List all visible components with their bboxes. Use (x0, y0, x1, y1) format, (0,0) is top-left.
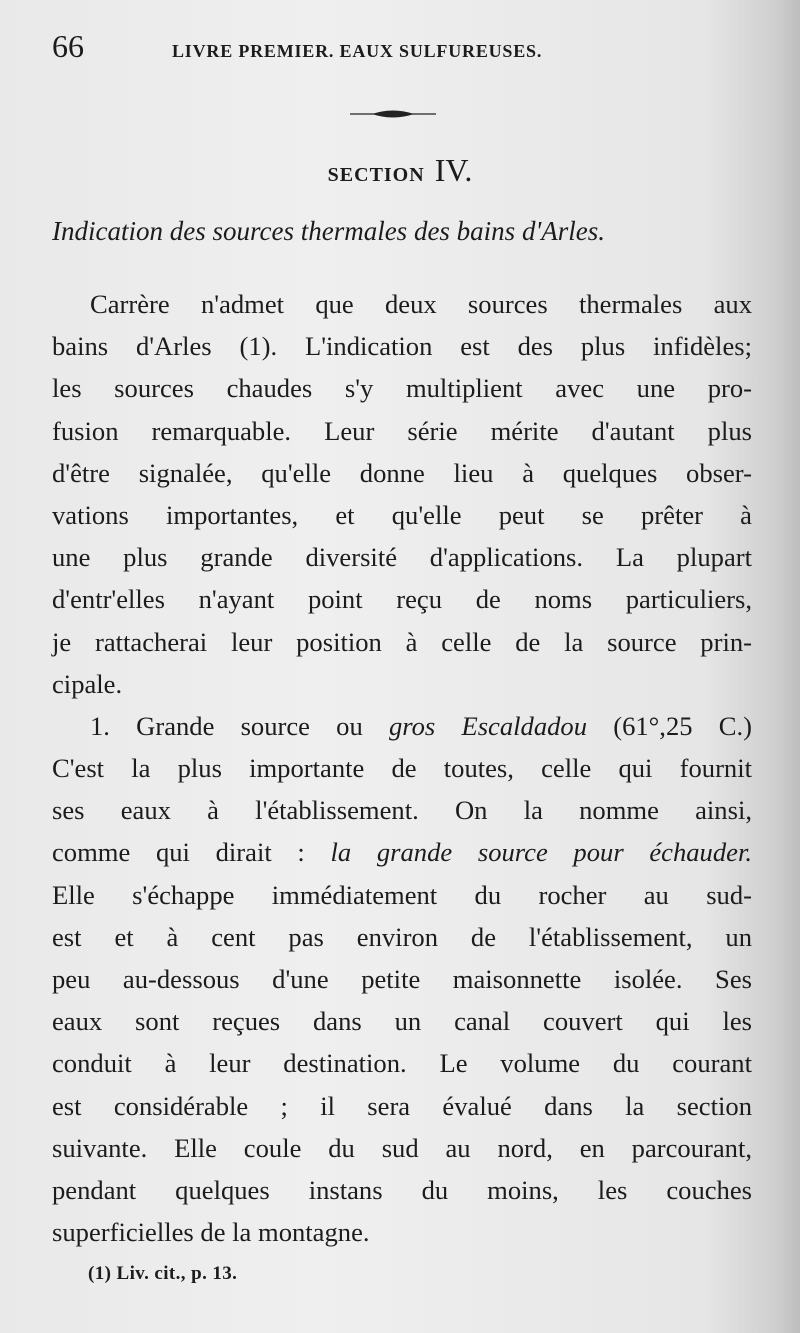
text-line: superficielles de la montagne. (52, 1217, 370, 1248)
text-line: fusion remarquable. Leur série mérite d'autant plus (52, 415, 752, 446)
text-line: est et à cent pas environ de l'établissement, un (52, 921, 752, 952)
section-title: Indication des sources thermales des bains d'Arles. (52, 216, 605, 246)
entry-number-text: 1. Grande source ou (90, 710, 389, 741)
temperature-text: (61°,25 C.) (587, 710, 752, 741)
text-line: cipale. (52, 668, 123, 699)
page-header (52, 28, 760, 72)
text-line: suivante. Elle coule du sud au nord, en parcourant, (52, 1132, 752, 1163)
text-line: Elle s'échappe immédiatement du rocher au sud- (52, 879, 752, 910)
text-line: les sources chaudes s'y multiplient avec une pro- (52, 373, 752, 404)
spring-name: gros Escaldadou (388, 710, 588, 741)
text-line (52, 831, 752, 873)
section-number: IV. (434, 152, 473, 188)
text-line: d'être signalée, qu'elle donne lieu à quelques obser- (52, 457, 752, 488)
text-line: est considérable ; il sera évalué dans la section (52, 1090, 752, 1121)
footnote: (1) Liv. cit., p. 13. (88, 1263, 238, 1284)
text-line: C'est la plus importante de toutes, celle qui fournit (52, 753, 752, 784)
ornamental-rule-icon (350, 104, 436, 124)
text-line: conduit à leur destination. Le volume du courant (52, 1048, 752, 1079)
paragraph-1 (52, 283, 752, 705)
quote-intro: comme qui dirait : (52, 837, 331, 868)
text-line: vations importantes, et qu'elle peut se prêter à (52, 499, 752, 530)
section-label: SECTION (327, 164, 425, 186)
page-number: 66 (52, 28, 84, 64)
quote-italic: la grande source pour échauder. (330, 837, 752, 868)
text-line (52, 705, 752, 747)
text-line: d'entr'elles n'ayant point reçu de noms particuliers, (52, 584, 752, 615)
text-line: eaux sont reçues dans un canal couvert qui les (52, 1006, 752, 1037)
text-line: une plus grande diversité d'applications. La plupart (52, 542, 752, 573)
running-head: LIVRE PREMIER. EAUX SULFUREUSES. (172, 41, 543, 61)
paragraph-2 (52, 705, 752, 1253)
section-heading (0, 152, 800, 189)
text-line: pendant quelques instans du moins, les couches (52, 1174, 752, 1205)
text-line: peu au-dessous d'une petite maisonnette isolée. Ses (52, 964, 752, 994)
text-line: bains d'Arles (1). L'indication est des plus infidèles; (52, 331, 752, 362)
text-line: ses eaux à l'établissement. On la nomme ainsi, (52, 795, 752, 826)
body-text (52, 283, 752, 1253)
text-line: Carrère n'admet que deux sources thermales aux (90, 289, 752, 319)
text-line: je rattacherai leur position à celle de la source prin- (52, 626, 752, 657)
